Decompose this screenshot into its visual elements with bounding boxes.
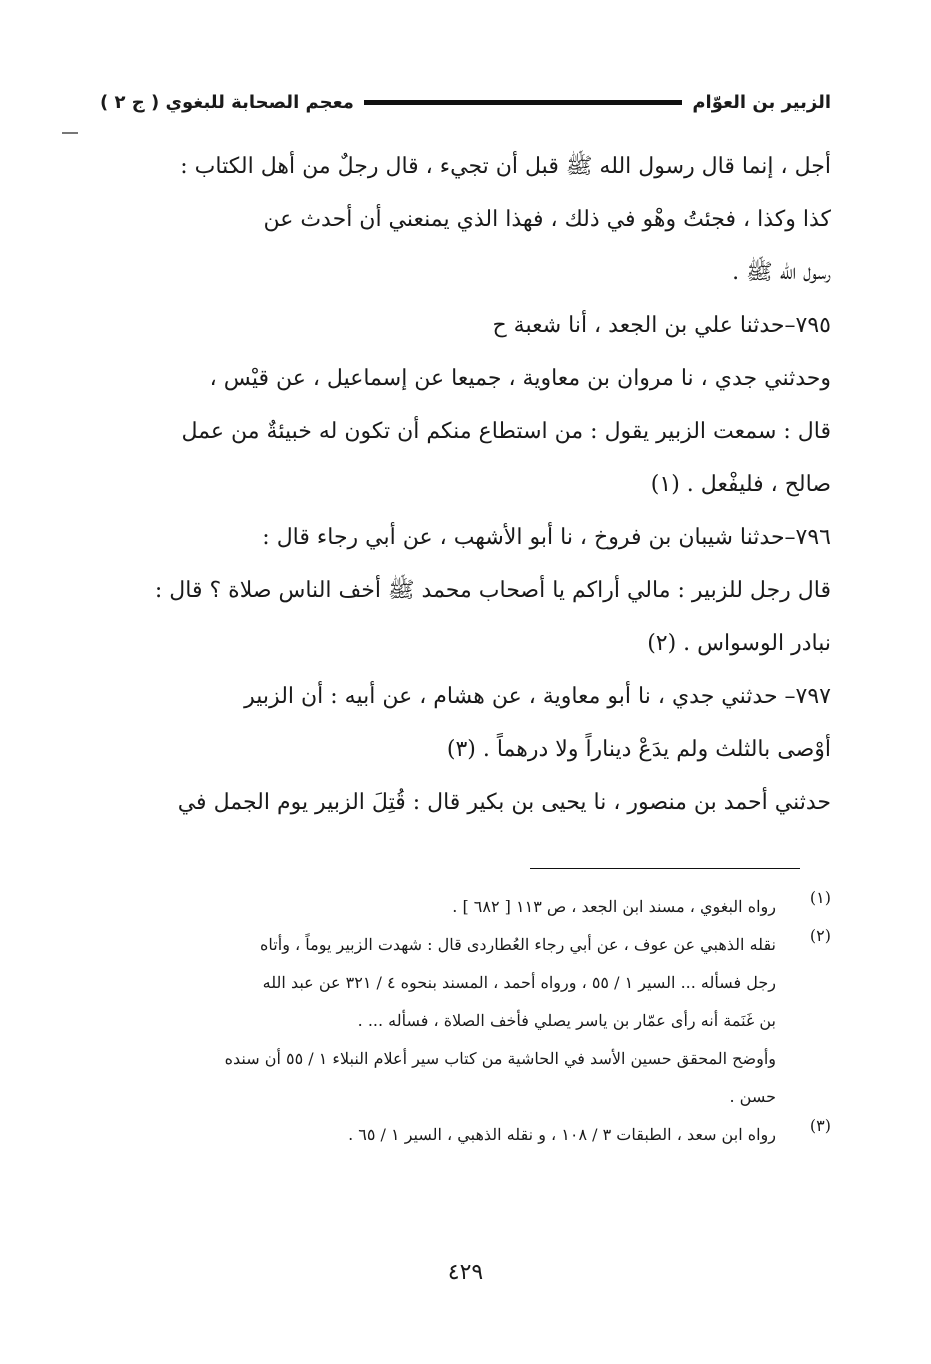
text-line: صالح ، فليفْعل . (١) [650,472,831,497]
footnote-number: (٣) [809,1116,831,1135]
footnote-line: نقله الذهبي عن عوف ، عن أبي رجاء العُطاردى قال : شهدت الزبير يوماً ، وأتاه [260,935,776,954]
text-line: أجل ، إنما قال رسول الله ﷺ قبل أن تجيء ، قال رجلٌ من أهل الكتاب : [180,154,831,179]
footnote-line: بن غَنَمة أنه رأى عمّار بن ياسر يصلي فأخف الصلاة ، فسأله ... . [357,1011,776,1030]
book-title: معجم الصحابة للبغوي ( ج ٢ ) [100,91,354,113]
text-line: حدثني أحمد بن منصور ، نا يحيى بن بكير قال : قُتِلَ الزبير يوم الجمل في [177,790,831,815]
footnote-number: (١) [809,888,831,907]
text-line: أوْصى بالثلث ولم يدَعْ ديناراً ولا درهماً . (٣) [446,737,831,762]
footnote-line: رواه البغوي ، مسند ابن الجعد ، ص ١١٣ [ ٦٨٢ ] . [452,897,776,916]
footnote-1 [115,888,831,926]
hadith-797-line: ٧٩٧– حدثني جدي ، نا أبو معاوية ، عن هشام ، عن أبيه : أن الزبير [244,684,831,709]
text-line: قال : سمعت الزبير يقول : من استطاع منكم أن تكون له خبيئةٌ من عمل [181,419,831,444]
running-header [100,82,831,122]
text-line: وحدثني جدي ، نا مروان بن معاوية ، جميعا عن إسماعيل ، عن قيْس ، [209,366,831,391]
footnote-separator [530,868,800,869]
footnote-line: حسن . [729,1087,776,1106]
footnotes [115,888,831,1154]
text-line: نبادر الوسواس . (٢) [647,631,831,656]
footnote-number: (٢) [809,926,831,945]
text-line: رسول الله ﷺ . [732,260,831,285]
footnote-line: رجل فسأله ... السير ١ / ٥٥ ، ورواه أحمد ، المسند بنحوه ٤ / ٣٢١ عن عبد الله [262,973,776,992]
chapter-title: الزبير بن العوّام [692,91,831,113]
footnote-line: رواه ابن سعد ، الطبقات ٣ / ١٠٨ ، و نقله الذهبي ، السير ١ / ٦٥ . [348,1125,776,1144]
main-text [115,140,831,829]
margin-mark [62,132,78,134]
text-line: كذا وكذا ، فجئتُ وهْو في ذلك ، فهذا الذي يمنعني أن أحدث عن [263,207,831,232]
header-rule [364,100,682,105]
hadith-795-line: ٧٩٥–حدثنا علي بن الجعد ، أنا شعبة ح [492,313,831,338]
text-line: قال رجل للزبير : مالي أراكم يا أصحاب محمد ﷺ أخف الناس صلاة ؟ قال : [154,578,831,603]
page-number: ٤٢٩ [447,1260,484,1285]
footnote-line: وأوضح المحقق حسين الأسد في الحاشية من كتاب سير أعلام النبلاء ١ / ٥٥ أن سنده [224,1049,776,1068]
footnote-2 [115,926,831,1116]
footnote-3 [115,1116,831,1154]
hadith-796-line: ٧٩٦–حدثنا شيبان بن فروخ ، نا أبو الأشهب ، عن أبي رجاء قال : [262,525,831,550]
